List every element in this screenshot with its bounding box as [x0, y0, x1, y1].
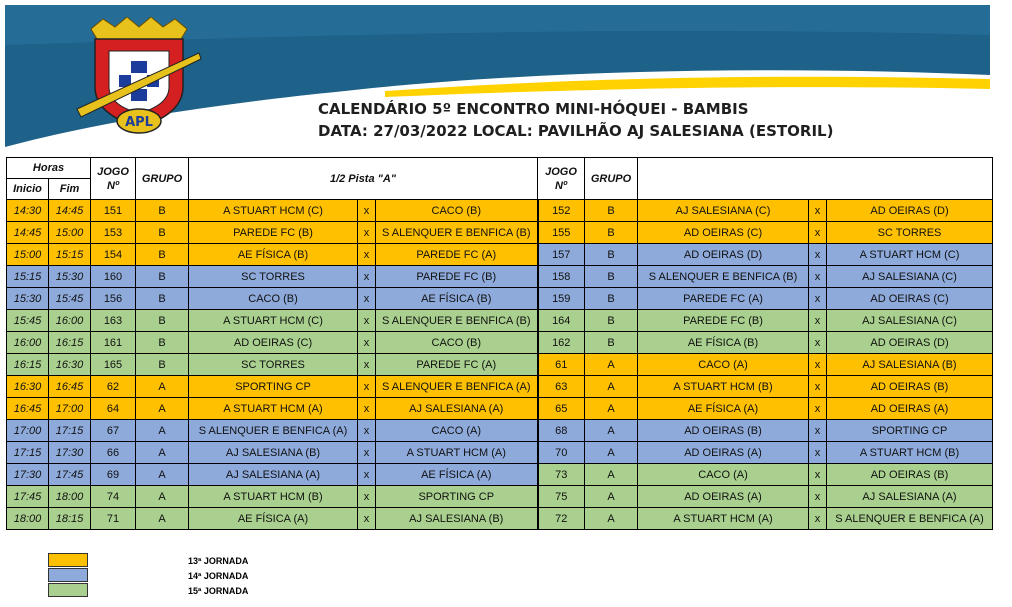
jogo-b: 159 [538, 288, 585, 310]
jogo-a: 165 [91, 354, 136, 376]
pista-b-home: PAREDE FC (B) [638, 310, 809, 332]
time-start: 15:00 [7, 244, 49, 266]
time-end: 15:45 [49, 288, 91, 310]
time-end: 18:00 [49, 486, 91, 508]
grupo-b: B [585, 332, 638, 354]
time-start: 17:15 [7, 442, 49, 464]
jogo-a: 62 [91, 376, 136, 398]
pista-b-vs: x [809, 442, 827, 464]
time-start: 16:00 [7, 332, 49, 354]
schedule-table [6, 157, 993, 530]
jogo-b: 157 [538, 244, 585, 266]
pista-a-vs: x [358, 288, 376, 310]
grupo-a: A [136, 486, 189, 508]
grupo-b: A [585, 486, 638, 508]
header-pista-a: 1/2 Pista "A" [189, 158, 538, 200]
pista-b-home: CACO (A) [638, 354, 809, 376]
pista-b-home: AE FÍSICA (B) [638, 332, 809, 354]
table-row [7, 486, 993, 508]
header-grupo-b: GRUPO [585, 158, 638, 200]
table-row [7, 288, 993, 310]
jogo-b: 70 [538, 442, 585, 464]
pista-b-vs: x [809, 398, 827, 420]
grupo-b: A [585, 376, 638, 398]
time-end: 15:30 [49, 266, 91, 288]
pista-a-away: AJ SALESIANA (A) [376, 398, 538, 420]
pista-a-home: SC TORRES [189, 266, 358, 288]
time-end: 17:00 [49, 398, 91, 420]
pista-b-home: PAREDE FC (A) [638, 288, 809, 310]
pista-a-home: AJ SALESIANA (B) [189, 442, 358, 464]
time-start: 17:30 [7, 464, 49, 486]
table-row [7, 310, 993, 332]
grupo-a: A [136, 420, 189, 442]
pista-b-home: AD OEIRAS (A) [638, 486, 809, 508]
time-start: 15:15 [7, 266, 49, 288]
pista-a-vs: x [358, 398, 376, 420]
grupo-a: B [136, 244, 189, 266]
pista-a-home: AE FÍSICA (B) [189, 244, 358, 266]
jogo-b: 72 [538, 508, 585, 530]
pista-b-vs: x [809, 310, 827, 332]
pista-a-home: S ALENQUER E BENFICA (A) [189, 420, 358, 442]
pista-b-away: AD OEIRAS (D) [827, 332, 993, 354]
pista-b-vs: x [809, 376, 827, 398]
pista-b-home: A STUART HCM (A) [638, 508, 809, 530]
grupo-a: A [136, 442, 189, 464]
table-row [7, 376, 993, 398]
time-start: 17:45 [7, 486, 49, 508]
table-row [7, 420, 993, 442]
pista-a-away: PAREDE FC (B) [376, 266, 538, 288]
pista-a-home: A STUART HCM (C) [189, 200, 358, 222]
header-row-1 [7, 158, 993, 179]
legend-swatch-14 [48, 568, 88, 582]
legend-swatch-15 [48, 583, 88, 597]
grupo-a: B [136, 288, 189, 310]
grupo-b: A [585, 508, 638, 530]
pista-b-away: AD OEIRAS (C) [827, 288, 993, 310]
time-start: 16:30 [7, 376, 49, 398]
pista-a-away: S ALENQUER E BENFICA (B) [376, 310, 538, 332]
grupo-a: A [136, 508, 189, 530]
pista-a-vs: x [358, 332, 376, 354]
grupo-a: A [136, 398, 189, 420]
time-end: 17:15 [49, 420, 91, 442]
pista-a-home: AE FÍSICA (A) [189, 508, 358, 530]
time-start: 15:30 [7, 288, 49, 310]
pista-b-vs: x [809, 222, 827, 244]
pista-b-vs: x [809, 508, 827, 530]
grupo-a: A [136, 464, 189, 486]
jogo-a: 71 [91, 508, 136, 530]
header-jogo-b: JOGO Nº [538, 158, 585, 200]
jogo-a: 154 [91, 244, 136, 266]
jogo-b: 65 [538, 398, 585, 420]
grupo-a: B [136, 200, 189, 222]
grupo-b: A [585, 420, 638, 442]
pista-a-away: PAREDE FC (A) [376, 244, 538, 266]
grupo-b: A [585, 398, 638, 420]
pista-b-home: S ALENQUER E BENFICA (B) [638, 266, 809, 288]
pista-b-home: AD OEIRAS (C) [638, 222, 809, 244]
table-row [7, 222, 993, 244]
pista-a-away: CACO (B) [376, 200, 538, 222]
pista-b-away: AD OEIRAS (A) [827, 398, 993, 420]
pista-b-away: AJ SALESIANA (C) [827, 266, 993, 288]
pista-a-away: A STUART HCM (A) [376, 442, 538, 464]
pista-b-away: AJ SALESIANA (B) [827, 354, 993, 376]
jogo-a: 66 [91, 442, 136, 464]
pista-b-home: AD OEIRAS (A) [638, 442, 809, 464]
jogo-b: 155 [538, 222, 585, 244]
grupo-b: B [585, 266, 638, 288]
pista-b-home: AD OEIRAS (B) [638, 420, 809, 442]
table-row [7, 332, 993, 354]
jogo-b: 158 [538, 266, 585, 288]
pista-b-vs: x [809, 266, 827, 288]
pista-a-away: CACO (B) [376, 332, 538, 354]
pista-b-away: AJ SALESIANA (C) [827, 310, 993, 332]
jogo-b: 63 [538, 376, 585, 398]
table-row [7, 508, 993, 530]
pista-b-vs: x [809, 354, 827, 376]
pista-b-away: AD OEIRAS (B) [827, 464, 993, 486]
pista-b-away: A STUART HCM (B) [827, 442, 993, 464]
time-end: 17:45 [49, 464, 91, 486]
pista-b-vs: x [809, 486, 827, 508]
pista-a-away: PAREDE FC (A) [376, 354, 538, 376]
table-row [7, 398, 993, 420]
pista-a-home: CACO (B) [189, 288, 358, 310]
pista-a-away: AJ SALESIANA (B) [376, 508, 538, 530]
grupo-a: B [136, 310, 189, 332]
time-end: 16:00 [49, 310, 91, 332]
jogo-a: 67 [91, 420, 136, 442]
header-pista-b: 1/2 Pista "B" [638, 158, 993, 200]
pista-b-away: SC TORRES [827, 222, 993, 244]
legend-swatch-13 [48, 553, 88, 567]
pista-b-away: A STUART HCM (C) [827, 244, 993, 266]
time-start: 18:00 [7, 508, 49, 530]
grupo-b: B [585, 222, 638, 244]
pista-a-home: A STUART HCM (B) [189, 486, 358, 508]
jogo-b: 68 [538, 420, 585, 442]
title-line-1: CALENDÁRIO 5º ENCONTRO MINI-HÓQUEI - BAMBIS [318, 100, 749, 118]
jogo-b: 162 [538, 332, 585, 354]
legend-label-15: 15ª JORNADA [188, 586, 249, 596]
jogo-b: 73 [538, 464, 585, 486]
time-start: 16:45 [7, 398, 49, 420]
page-title [318, 98, 833, 142]
pista-a-home: A STUART HCM (C) [189, 310, 358, 332]
jogo-b: 164 [538, 310, 585, 332]
pista-a-vs: x [358, 266, 376, 288]
pista-a-away: AE FÍSICA (A) [376, 464, 538, 486]
grupo-a: B [136, 222, 189, 244]
header-grupo-a: GRUPO [136, 158, 189, 200]
time-start: 16:15 [7, 354, 49, 376]
title-line-2: DATA: 27/03/2022 LOCAL: PAVILHÃO AJ SALESIANA (ESTORIL) [318, 122, 834, 140]
table-row [7, 354, 993, 376]
pista-a-vs: x [358, 354, 376, 376]
pista-a-vs: x [358, 420, 376, 442]
grupo-b: A [585, 354, 638, 376]
pista-b-vs: x [809, 420, 827, 442]
jogo-a: 161 [91, 332, 136, 354]
pista-b-vs: x [809, 288, 827, 310]
time-end: 15:00 [49, 222, 91, 244]
jogo-a: 151 [91, 200, 136, 222]
logo-text: APL [125, 115, 153, 130]
pista-a-home: PAREDE FC (B) [189, 222, 358, 244]
time-start: 14:30 [7, 200, 49, 222]
table-row [7, 266, 993, 288]
pista-a-vs: x [358, 464, 376, 486]
pista-b-away: SPORTING CP [827, 420, 993, 442]
pista-a-vs: x [358, 508, 376, 530]
pista-a-vs: x [358, 376, 376, 398]
jogo-a: 160 [91, 266, 136, 288]
pista-b-away: AD OEIRAS (B) [827, 376, 993, 398]
jogo-a: 156 [91, 288, 136, 310]
time-start: 15:45 [7, 310, 49, 332]
pista-b-home: A STUART HCM (B) [638, 376, 809, 398]
grupo-b: A [585, 464, 638, 486]
pista-a-home: AD OEIRAS (C) [189, 332, 358, 354]
pista-a-vs: x [358, 200, 376, 222]
pista-a-away: S ALENQUER E BENFICA (B) [376, 222, 538, 244]
pista-b-away: AJ SALESIANA (A) [827, 486, 993, 508]
time-end: 17:30 [49, 442, 91, 464]
jogo-a: 163 [91, 310, 136, 332]
pista-b-home: AD OEIRAS (D) [638, 244, 809, 266]
pista-a-home: SPORTING CP [189, 376, 358, 398]
pista-b-home: AE FÍSICA (A) [638, 398, 809, 420]
jogo-a: 64 [91, 398, 136, 420]
pista-a-home: SC TORRES [189, 354, 358, 376]
pista-b-away: AD OEIRAS (D) [827, 200, 993, 222]
grupo-b: A [585, 442, 638, 464]
time-start: 14:45 [7, 222, 49, 244]
table-row [7, 244, 993, 266]
jogo-b: 152 [538, 200, 585, 222]
jogo-a: 69 [91, 464, 136, 486]
jogo-b: 61 [538, 354, 585, 376]
pista-a-vs: x [358, 486, 376, 508]
pista-a-away: AE FÍSICA (B) [376, 288, 538, 310]
pista-b-away: S ALENQUER E BENFICA (A) [827, 508, 993, 530]
grupo-b: B [585, 288, 638, 310]
pista-a-vs: x [358, 310, 376, 332]
time-end: 16:30 [49, 354, 91, 376]
table-row [7, 200, 993, 222]
grupo-a: B [136, 266, 189, 288]
grupo-a: A [136, 376, 189, 398]
pista-b-vs: x [809, 464, 827, 486]
pista-a-away: S ALENQUER E BENFICA (A) [376, 376, 538, 398]
pista-a-home: AJ SALESIANA (A) [189, 464, 358, 486]
header-fim: Fim [49, 179, 91, 200]
jogo-b: 75 [538, 486, 585, 508]
pista-a-home: A STUART HCM (A) [189, 398, 358, 420]
legend-label-14: 14ª JORNADA [188, 571, 249, 581]
header-inicio: Inicio [7, 179, 49, 200]
grupo-a: B [136, 332, 189, 354]
pista-b-home: AJ SALESIANA (C) [638, 200, 809, 222]
pista-a-vs: x [358, 222, 376, 244]
pista-b-vs: x [809, 332, 827, 354]
pista-b-vs: x [809, 200, 827, 222]
grupo-b: B [585, 200, 638, 222]
time-end: 16:15 [49, 332, 91, 354]
grupo-a: B [136, 354, 189, 376]
time-end: 18:15 [49, 508, 91, 530]
jogo-a: 74 [91, 486, 136, 508]
header-jogo-a: JOGO Nº [91, 158, 136, 200]
table-row [7, 464, 993, 486]
pista-a-away: SPORTING CP [376, 486, 538, 508]
jogo-a: 153 [91, 222, 136, 244]
header-horas: Horas [7, 158, 91, 179]
pista-b-vs: x [809, 244, 827, 266]
legend-label-13: 13ª JORNADA [188, 556, 249, 566]
grupo-b: B [585, 244, 638, 266]
time-start: 17:00 [7, 420, 49, 442]
time-end: 16:45 [49, 376, 91, 398]
time-end: 14:45 [49, 200, 91, 222]
pista-a-away: CACO (A) [376, 420, 538, 442]
time-end: 15:15 [49, 244, 91, 266]
apl-logo [73, 17, 203, 135]
pista-a-vs: x [358, 442, 376, 464]
grupo-b: B [585, 310, 638, 332]
pista-a-vs: x [358, 244, 376, 266]
pista-b-home: CACO (A) [638, 464, 809, 486]
table-row [7, 442, 993, 464]
